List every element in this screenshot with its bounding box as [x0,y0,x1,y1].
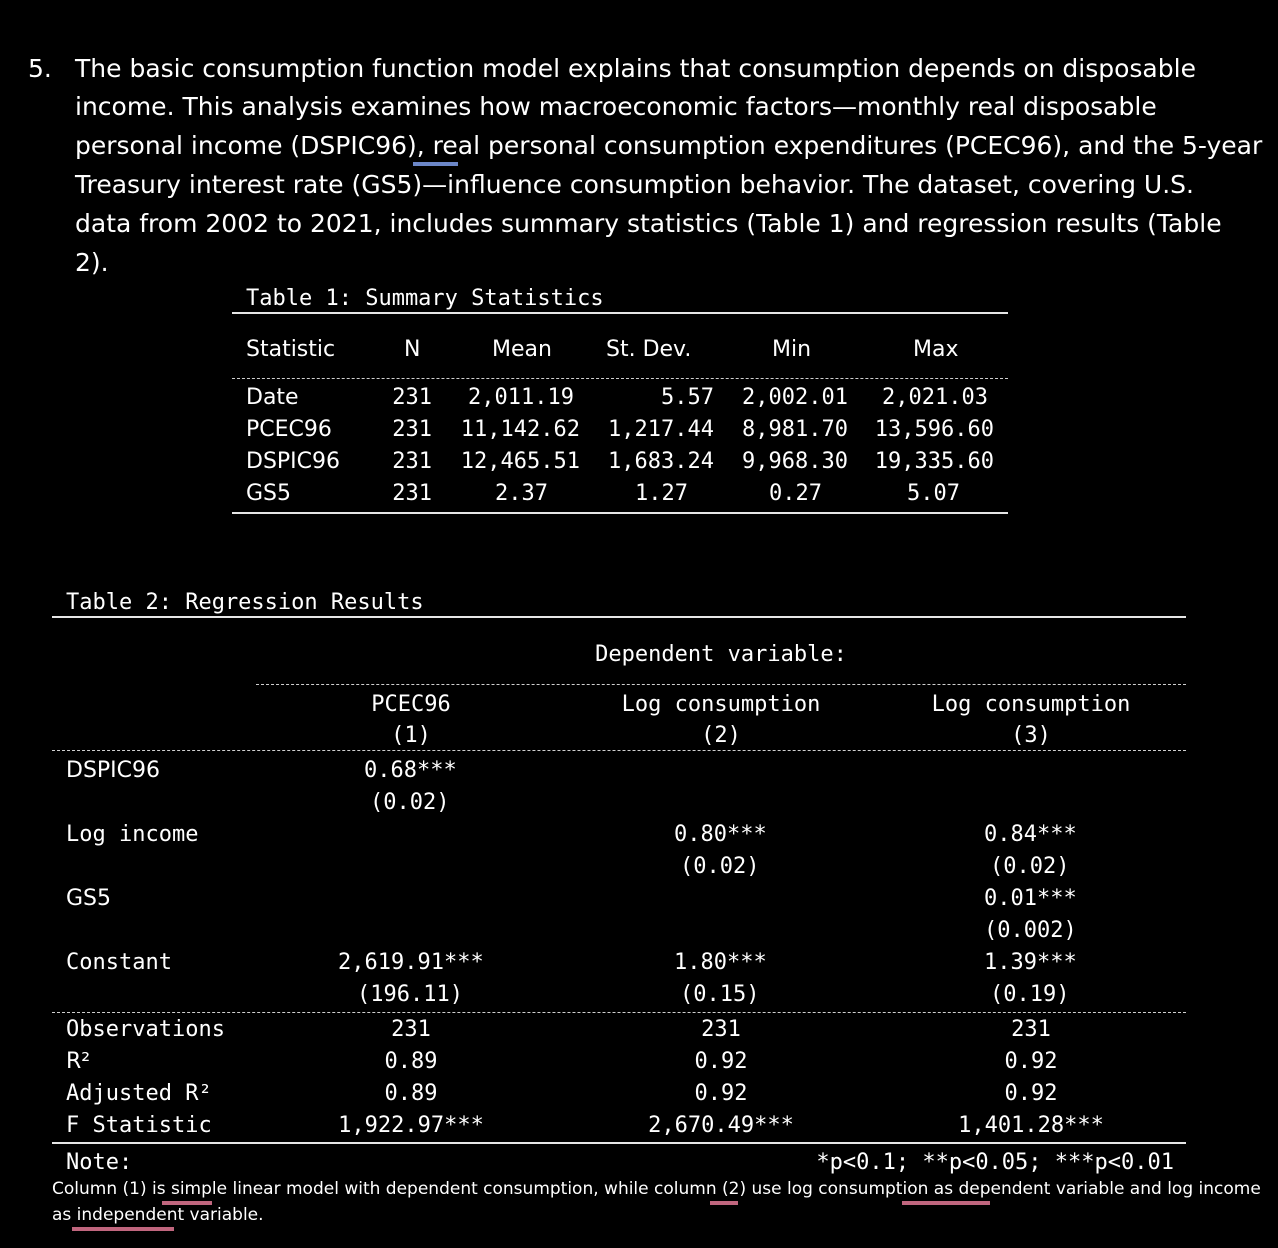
footnote-line-2: as independent variable. [52,1205,264,1225]
table2-stat-label: F Statistic [66,1113,212,1138]
table2-stat-value: 1,922.97*** [338,1113,484,1138]
table1-cell: 11,142.62 [460,417,580,442]
table2-row-label: Constant [66,950,172,975]
table1-cell: 9,968.30 [742,449,848,474]
table2-se: (0.02) [370,790,450,815]
table1-cell: PCEC96 [246,417,332,442]
table2-stat-label: R² [66,1049,91,1074]
table1-header-max: Max [913,337,959,362]
question-line-4: Treasury interest rate (GS5)—influence consumption behavior. The dataset, covering U.S. [75,170,1194,199]
table1-title: Table 1: Summary Statistics [246,286,604,311]
table1-cell: 231 [392,417,432,442]
table2-bottom-rule [52,1142,1186,1144]
spelling-underline [710,1201,738,1205]
table1-top-rule [232,312,1008,314]
table2-stat-value: 0.89 [384,1049,438,1074]
table2-stat-value: 0.92 [694,1081,748,1106]
table1-header-n: N [404,337,421,362]
table1-cell: 2,002.01 [742,385,848,410]
table2-stat-value: 0.92 [1004,1049,1058,1074]
spelling-underline [72,1227,174,1231]
table1-cell: DSPIC96 [246,449,341,474]
table1-cell: 2,011.19 [468,385,574,410]
table2-dependent-variable-label: Dependent variable: [595,642,847,667]
table1-cell: 5.57 [661,385,714,410]
table2-row-label: DSPIC96 [66,758,161,783]
table1-cell: 2.37 [495,481,548,506]
table1-cell: GS5 [246,481,292,506]
table2-stat-value: 1,401.28*** [958,1113,1104,1138]
question-line-6: 2). [75,248,109,277]
table1-header-statistic: Statistic [246,337,336,362]
table1-cell: 231 [392,385,432,410]
question-line-1: The basic consumption function model explains that consumption depends on disposable [75,54,1196,83]
question-number: 5. [28,54,52,83]
table2-top-rule [52,616,1186,618]
table2-col3-dep: Log consumption [931,692,1131,717]
table2-row-label: GS5 [66,886,112,911]
table1-header-min: Min [772,337,812,362]
table1-bottom-rule [232,512,1008,514]
table1-cell: 19,335.60 [874,449,994,474]
table2-se: (0.15) [680,982,760,1007]
table2-title: Table 2: Regression Results [66,590,424,615]
grammar-underline [413,162,458,166]
spelling-underline [902,1201,990,1205]
table2-stat-value: 231 [701,1017,741,1042]
spelling-underline [162,1201,212,1205]
table2-stats-dashed-rule [52,1012,1186,1013]
table2-stat-label: Observations [66,1017,225,1042]
table1-cell: 231 [392,449,432,474]
table2-se: (0.19) [990,982,1070,1007]
table2-coef: 1.80*** [674,950,767,975]
table2-se: (0.02) [680,854,760,879]
table1-cell: 13,596.60 [874,417,994,442]
table1-header-stdev: St. Dev. [606,337,692,362]
table1-cell: 12,465.51 [460,449,580,474]
table1-cell: 1,683.24 [608,449,714,474]
table2-stat-value: 2,670.49*** [648,1113,794,1138]
table2-depvar-dashed-rule [256,684,1186,685]
table2-stat-value: 231 [1011,1017,1051,1042]
table2-stat-label: Adjusted R² [66,1081,212,1106]
table1-cell: 231 [392,481,432,506]
table2-coef: 0.84*** [984,822,1077,847]
table2-significance-note: *p<0.1; **p<0.05; ***p<0.01 [816,1150,1174,1175]
table1-cell: 5.07 [907,481,960,506]
table2-se: (0.002) [984,918,1077,943]
table1-header-dashed-rule [232,378,1008,379]
table2-coef: 1.39*** [984,950,1077,975]
table2-col2-dep: Log consumption [621,692,821,717]
table1-cell: Date [246,385,299,410]
question-line-5: data from 2002 to 2021, includes summary statistics (Table 1) and regression results (Table [75,209,1222,238]
table1-cell: 1.27 [635,481,688,506]
table2-row-label: Log income [66,822,199,847]
table2-col2-num: (2) [701,723,741,748]
table2-col1-dep: PCEC96 [371,692,451,717]
table2-coef: 0.01*** [984,886,1077,911]
footnote-line-1: Column (1) is simple linear model with dependent consumption, while column (2) use log consumption as dependent variable and log income [52,1179,1261,1199]
table2-stat-value: 0.89 [384,1081,438,1106]
table1-header-mean: Mean [492,337,552,362]
question-line-2: income. This analysis examines how macroeconomic factors—monthly real disposable [75,92,1157,121]
table2-note-label: Note: [66,1150,133,1175]
table2-coef: 0.80*** [674,822,767,847]
table2-se: (0.02) [990,854,1070,879]
table2-stat-value: 0.92 [1004,1081,1058,1106]
table2-col3-num: (3) [1011,723,1051,748]
table2-header-dashed-rule [52,750,1186,751]
table1-cell: 0.27 [769,481,822,506]
table2-col1-num: (1) [391,723,431,748]
table1-cell: 1,217.44 [608,417,714,442]
table2-stat-value: 231 [391,1017,431,1042]
table2-coef: 2,619.91*** [338,950,484,975]
table2-coef: 0.68*** [364,758,457,783]
question-line-3: personal income (DSPIC96), real personal consumption expenditures (PCEC96), and the 5-year [75,131,1263,160]
table2-se: (196.11) [357,982,463,1007]
table1-cell: 8,981.70 [742,417,848,442]
table1-cell: 2,021.03 [882,385,988,410]
table2-stat-value: 0.92 [694,1049,748,1074]
